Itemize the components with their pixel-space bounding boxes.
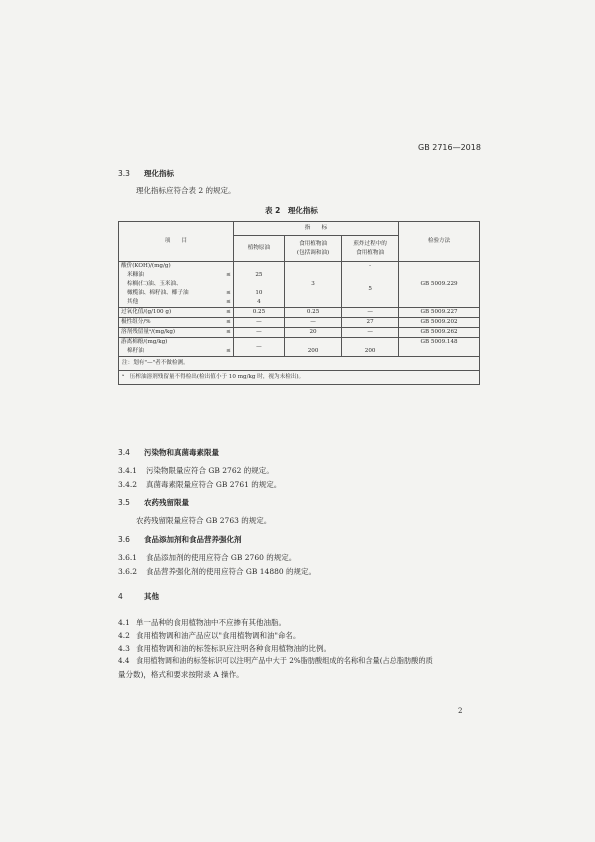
table-cell: GB 5009.202 — [399, 318, 480, 328]
table-row-label: 极性组分/% — [119, 318, 216, 328]
table-cell: 200 — [342, 338, 399, 357]
section-3-6-heading: 3.6 食品添加剂和食品营养强化剂 — [118, 535, 242, 544]
table-cell: ≤ — [215, 328, 233, 338]
list-item: 3.6.1 食品添加剂的使用应符合 GB 2760 的规定。 — [118, 553, 297, 562]
table-cell: - — [342, 262, 399, 272]
table-cell: 0.25 — [233, 308, 284, 318]
table-cell: 4 — [233, 298, 284, 308]
table-caption: 表 2 理化指标 — [265, 206, 318, 215]
section-4-heading: 4 其他 — [118, 592, 159, 601]
table-cell: GB 5009.262 — [399, 328, 480, 338]
section-3-5-text: 农药残留限量应符合 GB 2763 的规定。 — [136, 516, 272, 525]
table-cell: 20 — [285, 328, 342, 338]
table-cell: GB 5009.229 — [399, 262, 480, 308]
table-cell: 0.25 — [285, 308, 342, 318]
table-note: 注：划有"—"者不做检测。 — [119, 357, 480, 371]
header-col-frying: 煎炸过程中的 食用植物油 — [342, 236, 399, 262]
standard-code: GB 2716—2018 — [418, 143, 481, 152]
section-title: 理化指标 — [144, 169, 174, 178]
page-number: 2 — [458, 707, 463, 715]
header-index: 指 标 — [233, 222, 398, 236]
table-row-label: 米糠油 — [119, 271, 216, 280]
section-number: 3.3 — [118, 169, 130, 178]
table-cell: — — [342, 308, 399, 318]
list-item: 3.6.2 食品营养强化剂的使用应符合 GB 14880 的规定。 — [118, 567, 317, 576]
spec-table — [118, 221, 480, 385]
header-col-edible: 食用植物油 (包括调和油) — [285, 236, 342, 262]
table-cell: 200 — [285, 338, 342, 357]
section-3-3-heading — [118, 168, 174, 179]
list-item: 4.3 食用植物调和油的标签标识应注明各种食用植物油的比例。 — [118, 644, 331, 653]
header-item: 项 目 — [119, 222, 234, 262]
table-cell: — — [342, 328, 399, 338]
section-3-4-heading: 3.4 污染物和真菌毒素限量 — [118, 448, 219, 457]
table-cell: — — [285, 318, 342, 328]
table-cell: 25 — [233, 271, 284, 280]
table-cell: — — [233, 328, 284, 338]
list-item: 4.2 食用植物调和油产品应以"食用植物调和油"命名。 — [118, 631, 301, 640]
table-cell: — — [233, 338, 284, 357]
table-row-label: 过氧化值/(g/100 g) — [119, 308, 216, 318]
table-cell: ≤ — [215, 271, 233, 280]
table-cell: ≤ — [215, 318, 233, 328]
table-row-label: 棕榈(仁)油、玉米油、 — [119, 280, 216, 289]
table-row-label: 橄榄油、棉籽油、椰子油 — [119, 289, 216, 298]
table-cell: ≤ — [215, 298, 233, 308]
table-cell: ≤ — [215, 308, 233, 318]
table-cell: 10 — [233, 289, 284, 298]
list-item: 3.4.1 污染物限量应符合 GB 2762 的规定。 — [118, 466, 274, 475]
list-item-continuation: 量分数)，格式和要求按附录 A 操作。 — [118, 670, 244, 679]
table-cell: GB 5009.148 — [399, 338, 480, 357]
section-3-5-heading: 3.5 农药残留限量 — [118, 498, 189, 507]
list-item: 4.4 食用植物调和油的标签标识可以注明产品中大于 2%脂肪酸组成的名称和含量(占总脂肪酸的质 — [118, 656, 433, 665]
list-item: 4.1 单一品种的食用植物油中不应掺有其他油脂。 — [118, 618, 286, 627]
section-3-3-text: 理化指标应符合表 2 的规定。 — [136, 186, 236, 195]
table-footnote: ᵃ 压榨油溶剂残留量不得检出(检出值小于 10 mg/kg 时，视为未检出)。 — [119, 371, 480, 385]
header-col-crude: 植物原油 — [233, 236, 284, 262]
table-cell: 27 — [342, 318, 399, 328]
table-cell: 3 — [285, 262, 342, 308]
table-cell: ≤ — [215, 347, 233, 357]
table-cell: 5 — [342, 271, 399, 308]
table-cell: GB 5009.227 — [399, 308, 480, 318]
table-cell: ≤ — [215, 289, 233, 298]
table-row-label: 游离棉酚/(mg/kg) — [119, 338, 234, 348]
table-row-label: 溶剂残留量ᵃ/(mg/kg) — [119, 328, 216, 338]
table-row-label: 酸价(KOH)/(mg/g) — [119, 262, 234, 272]
table-row-label: 其他 — [119, 298, 216, 308]
list-item: 3.4.2 真菌毒素限量应符合 GB 2761 的规定。 — [118, 480, 282, 489]
header-method: 检验方法 — [399, 222, 480, 262]
table-cell: — — [233, 318, 284, 328]
table-row-label: 棉籽油 — [119, 347, 216, 357]
